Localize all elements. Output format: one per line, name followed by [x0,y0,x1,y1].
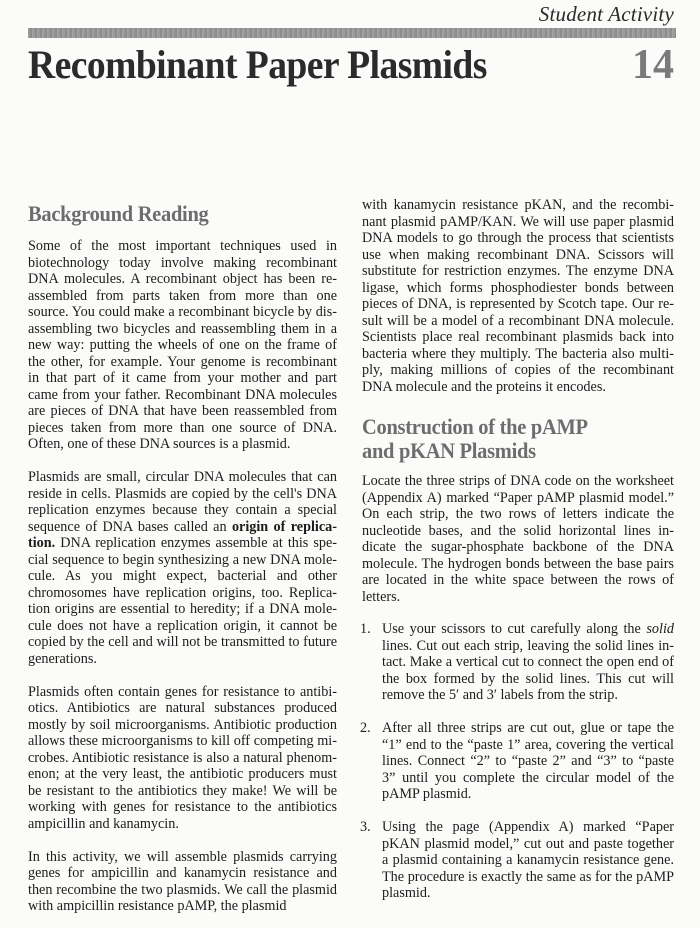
background-paragraph-4: In this activity, we will assemble plasmids carrying genes for ampicillin and kanamycin resistance and then recombine the two plasmids. We call the plasmid with ampicillin resistance pAMP, the plasmid [28,848,337,914]
origin-of-replication-term: origin of replication. [28,518,337,551]
paragraph-text: DNA replication enzymes assemble at this special sequence to begin synthesizing a new DNA molecule. As you might expect, bacterial and other chromosomes have replication origins, too. Replication origins are essential to heredity; if a DNA molecule does not have a replication origin, it cannot be copied by the cell and will not be transmitted to future generations. [28,535,337,667]
header-rule-bar [28,28,676,38]
step-number: 2. [360,720,371,736]
step-text: After all three strips are cut out, glue or tape the “1” end to the “paste 1” area, covering the vertical lines. Connect “2” to “paste 2” and “3” to “paste 3” until you complete the circular model of the pAMP plasmid. [382,720,674,802]
step-text: Using the page (Appendix A) marked “Paper pKAN plasmid model,” cut out and paste together a plasmid containing a kanamycin resistance gene. The procedure is exactly the same as for the pAMP plasmid. [382,819,674,901]
activity-number: 14 [632,42,674,88]
heading-line: and pKAN Plasmids [362,438,536,463]
step-item [362,819,674,902]
background-paragraph-2 [28,469,337,667]
background-paragraph-4-continued: with kanamycin resistance pKAN, and the recombinant plasmid pAMP/KAN. We will use paper plasmid DNA models to go through the process that scientists use when making recombinant DNA. Scissors will substitute for restriction enzymes. The enzyme DNA ligase, which forms phosphodiester bonds between pieces of DNA, is represented by Scotch tape. Our result will be a model of a recombinant DNA molecule. Scientists place real recombinant plasmids back into bacteria where they multiply. The bacteria also multiply, making millions of copies of the recombinant DNA molecule and the proteins it encodes. [362,197,674,395]
step-text: Use your scissors to cut carefully along the [382,621,647,637]
left-column [28,196,337,915]
construction-intro: Locate the three strips of DNA code on the worksheet (Appendix A) marked “Paper pAMP plasmid model.” On each strip, the two rows of letters indicate the nucleotide bases, and the solid horizontal lines indicate the sugar-phosphate backbone of the DNA molecule. The hydrogen bonds between the base pairs are located in the white space between the rows of letters. [362,473,674,605]
construction-heading [362,415,652,463]
step-number: 3. [360,819,371,835]
background-paragraph-3: Plasmids often contain genes for resistance to antibiotics. Antibiotics are natural substances produced mostly by soil microorganisms. Antibiotic production allows these microorganisms to kill off competing microbes. Antibiotic resistance is also a natural phenomenon; at the very least, the antibiotic producers must be resistant to the antibiotics they make! We will be working with genes for resistance to the antibiotics ampicillin and kanamycin. [28,683,337,832]
steps-list [362,621,674,902]
step-number: 1. [360,621,371,637]
step-item [362,621,674,704]
page-title: Recombinant Paper Plasmids [28,42,487,87]
step-item [362,720,674,803]
right-column [362,197,674,918]
paragraph-text: Plasmids are small, circular DNA molecules that can reside in cells. Plasmids are copied by the cell's DNA replication enzymes because they contain a special sequence of DNA bases called an [28,469,337,535]
step-text: lines. Cut out each strip, leaving the solid lines intact. Make a vertical cut to connect the open end of the box formed by the solid lines. This cut will remove the 5′ and 3′ labels from the strip. [382,637,674,703]
heading-line: Construction of the pAMP [362,414,588,439]
solid-emphasis: solid [646,621,674,637]
kicker-label: Student Activity [538,2,674,26]
background-reading-heading: Background Reading [28,201,209,226]
background-paragraph-1: Some of the most important techniques used in biotechnology today involve making recombinant DNA molecules. A recombinant object has been reassembled from parts taken from more than one source. You could make a recombinant bicycle by disassembling two bicycles and reassembling them in a new way: putting the wheels of one on the frame of the other, for example. Your genome is recombinant in that part of it came from your mother and part came from your father. Recombinant DNA molecules are pieces of DNA that have been reassembled from pieces taken from more than one source of DNA. Often, one of these DNA sources is a plasmid. [28,238,337,452]
